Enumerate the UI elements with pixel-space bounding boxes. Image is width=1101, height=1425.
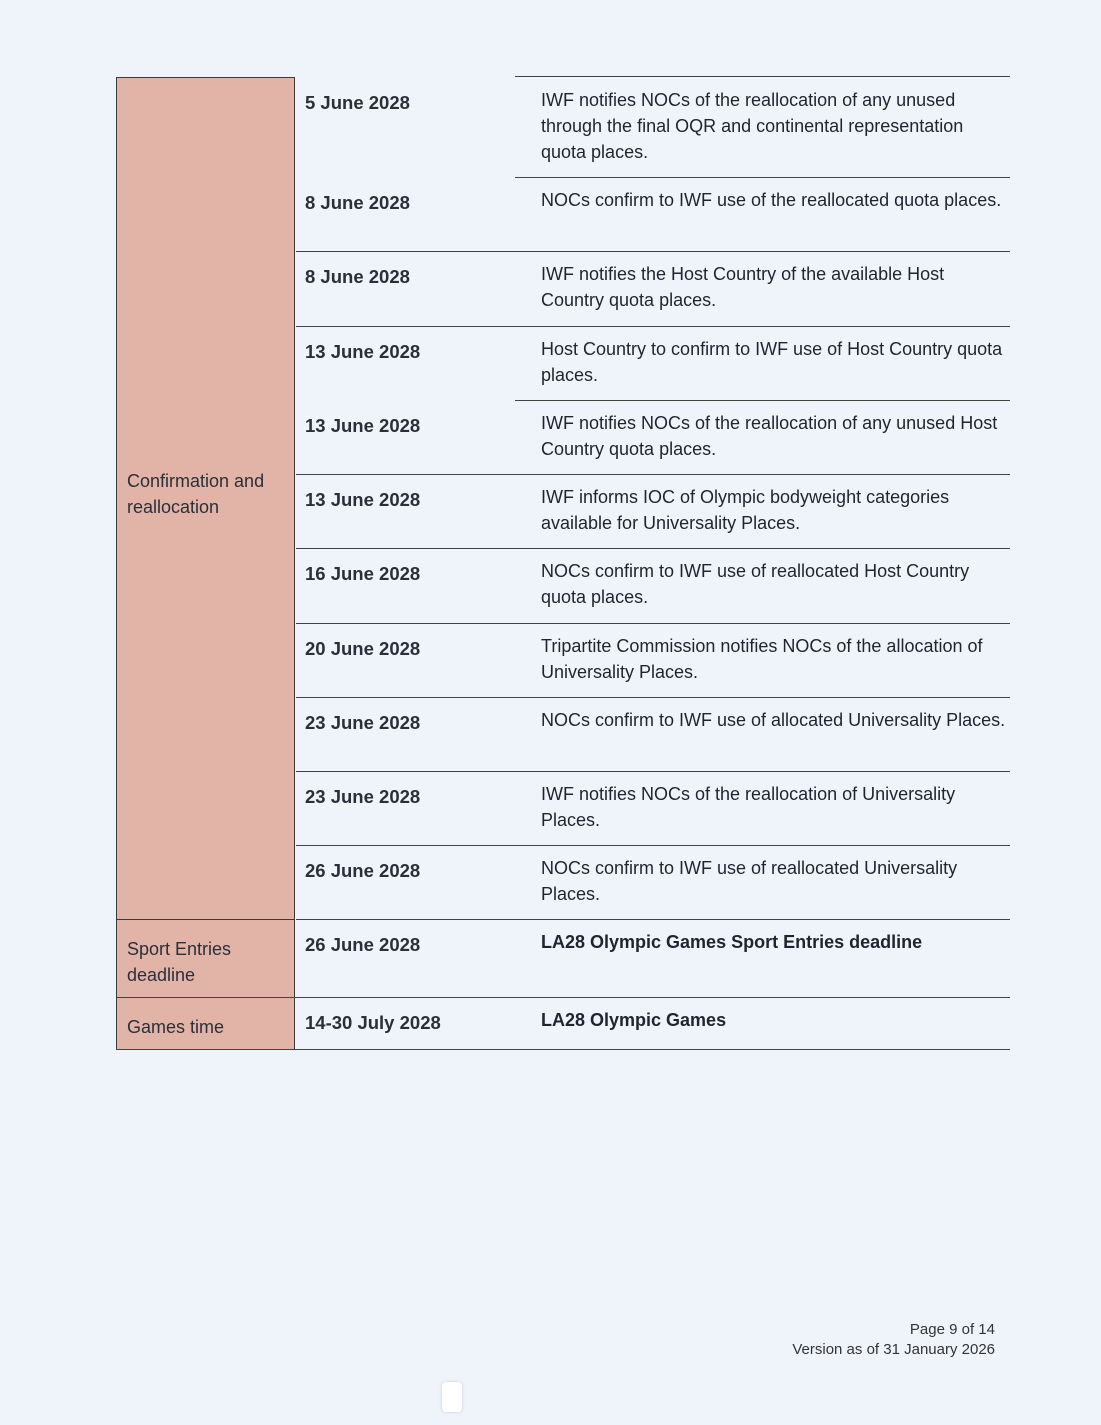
page-number: Page 9 of 14 <box>909 1321 995 1338</box>
row-date: 26 June 2028 <box>305 934 421 955</box>
scroll-artifact <box>442 1382 462 1412</box>
row-description: LA28 Olympic Games <box>541 1010 727 1030</box>
row-date: 20 June 2028 <box>305 638 421 659</box>
row-divider <box>296 548 1010 549</box>
row-divider <box>296 623 1010 624</box>
row-divider <box>116 1049 1010 1050</box>
row-divider <box>515 400 1010 401</box>
row-date: 23 June 2028 <box>305 712 421 733</box>
row-description: IWF informs IOC of Olympic bodyweight categories available for Universality Places. <box>541 487 950 533</box>
row-date: 8 June 2028 <box>305 192 410 213</box>
row-description: IWF notifies the Host Country of the available Host Country quota places. <box>541 264 945 310</box>
category-label: Games time <box>127 1017 225 1037</box>
row-description: IWF notifies NOCs of the reallocation of Universality Places. <box>541 784 956 830</box>
category-cell <box>116 919 295 998</box>
row-divider <box>116 997 1010 998</box>
row-description: Tripartite Commission notifies NOCs of the allocation of Universality Places. <box>541 636 983 682</box>
row-date: 5 June 2028 <box>305 92 410 113</box>
row-description: NOCs confirm to IWF use of reallocated Host Country quota places. <box>541 561 970 607</box>
row-divider <box>296 771 1010 772</box>
row-divider <box>296 474 1010 475</box>
row-divider <box>515 177 1010 178</box>
row-date: 8 June 2028 <box>305 266 410 287</box>
row-date: 13 June 2028 <box>305 415 421 436</box>
category-label: Sport Entries deadline <box>127 939 232 985</box>
version-date: Version as of 31 January 2026 <box>792 1341 995 1358</box>
row-divider <box>296 845 1010 846</box>
row-description: LA28 Olympic Games Sport Entries deadline <box>541 932 923 952</box>
row-description: Host Country to confirm to IWF use of Host Country quota places. <box>541 339 1003 385</box>
category-cell <box>116 77 295 920</box>
row-divider <box>296 697 1010 698</box>
category-label: Confirmation and reallocation <box>127 470 265 517</box>
row-description: IWF notifies NOCs of the reallocation of any unused through the final OQR and continental representation quota places. <box>541 90 964 162</box>
row-date: 26 June 2028 <box>305 860 421 881</box>
row-divider <box>296 251 1010 252</box>
row-description: NOCs confirm to IWF use of the reallocated quota places. <box>541 190 1002 210</box>
row-description: NOCs confirm to IWF use of reallocated Universality Places. <box>541 858 958 904</box>
row-date: 14-30 July 2028 <box>305 1012 441 1033</box>
row-description: NOCs confirm to IWF use of allocated Universality Places. <box>541 710 1006 730</box>
row-date: 13 June 2028 <box>305 341 421 362</box>
row-divider <box>296 919 1010 920</box>
row-date: 16 June 2028 <box>305 563 421 584</box>
category-cell <box>116 997 295 1050</box>
row-divider <box>515 76 1010 77</box>
row-description: IWF notifies NOCs of the reallocation of any unused Host Country quota places. <box>541 413 998 459</box>
row-divider <box>296 326 1010 327</box>
row-date: 13 June 2028 <box>305 489 421 510</box>
page-footer <box>792 1320 995 1360</box>
row-date: 23 June 2028 <box>305 786 421 807</box>
